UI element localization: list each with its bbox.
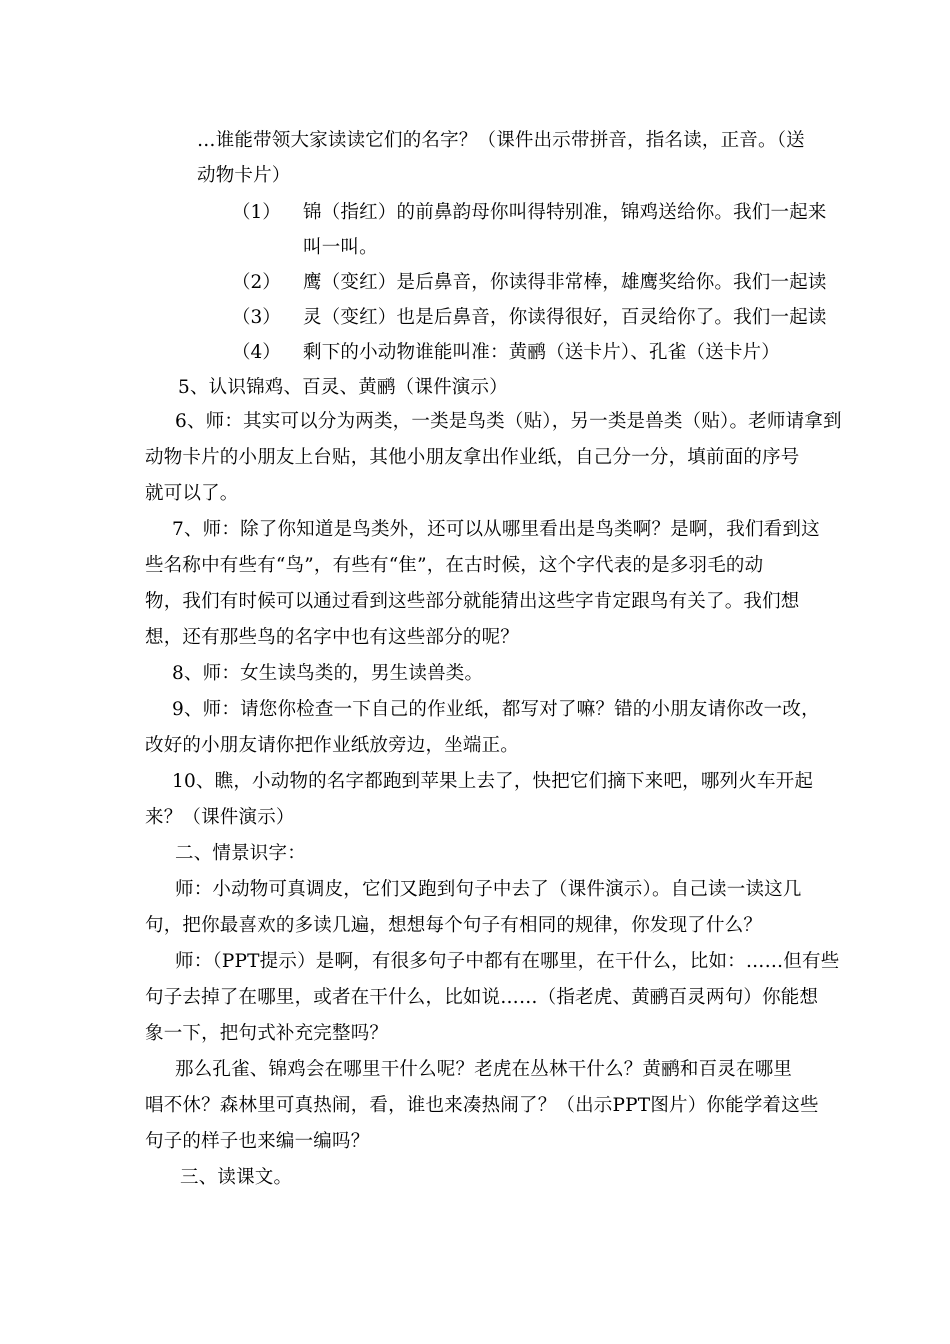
sub-item-3-text: 灵（变红）也是后鼻音，你读得很好，百灵给你了。我们一起读 bbox=[303, 307, 827, 328]
sub-item-2-text: 鹰（变红）是后鼻音，你读得非常棒，雄鹰奖给你。我们一起读 bbox=[303, 272, 827, 293]
paragraph-7-line-2: 些名称中有些有“鸟”，有些有“隹”，在古时候，这个字代表的是多羽毛的动 bbox=[145, 555, 764, 576]
sub-item-1-continuation: 叫一叫。 bbox=[303, 237, 378, 258]
paragraph-11-line-2: 句，把你最喜欢的多读几遍，想想每个句子有相同的规律，你发现了什么？ bbox=[145, 915, 763, 936]
paragraph-7-line-1: 7、师：除了你知道是鸟类外，还可以从哪里看出是鸟类啊？是啊，我们看到这 bbox=[172, 519, 820, 540]
paragraph-13-line-3: 句子的样子也来编一编吗？ bbox=[145, 1131, 370, 1152]
paragraph-13-line-2: 唱不休？森林里可真热闹，看，谁也来凑热闹了？（出示PPT图片）你能学着这些 bbox=[145, 1095, 819, 1116]
section-heading-2: 二、情景识字： bbox=[175, 843, 306, 864]
sub-item-1-number: （1） bbox=[232, 202, 281, 223]
paragraph-12-line-3: 象一下，把句式补充完整吗？ bbox=[145, 1023, 389, 1044]
sub-item-4-text: 剩下的小动物谁能叫准：黄鹂（送卡片）、孔雀（送卡片） bbox=[303, 342, 780, 363]
paragraph-9-line-1: 9、师：请您你检查一下自己的作业纸，都写对了嘛？错的小朋友请你改一改， bbox=[172, 699, 820, 720]
paragraph-11-line-1: 师：小动物可真调皮，它们又跑到句子中去了（课件演示）。自己读一读这几 bbox=[175, 879, 802, 900]
intro-line-2: 动物卡片） bbox=[197, 165, 291, 186]
paragraph-10-line-2: 来？（课件演示） bbox=[145, 807, 295, 828]
paragraph-6-line-2: 动物卡片的小朋友上台贴，其他小朋友拿出作业纸，自己分一分，填前面的序号 bbox=[145, 447, 800, 468]
sub-item-4-number: （4） bbox=[232, 342, 281, 363]
sub-item-3-number: （3） bbox=[232, 307, 281, 328]
paragraph-8: 8、师：女生读鸟类的，男生读兽类。 bbox=[172, 663, 484, 684]
paragraph-7-line-4: 想，还有那些鸟的名字中也有这些部分的呢？ bbox=[145, 627, 520, 648]
paragraph-9-line-2: 改好的小朋友请你把作业纸放旁边，坐端正。 bbox=[145, 735, 520, 756]
sub-item-2-number: （2） bbox=[232, 272, 281, 293]
section-heading-3: 三、读课文。 bbox=[180, 1167, 293, 1188]
paragraph-6-line-3: 就可以了。 bbox=[145, 483, 239, 504]
paragraph-5: 5、认识锦鸡、百灵、黄鹂（课件演示） bbox=[178, 377, 508, 398]
paragraph-13-line-1: 那么孔雀、锦鸡会在哪里干什么呢？老虎在丛林干什么？黄鹂和百灵在哪里 bbox=[175, 1059, 793, 1080]
paragraph-7-line-3: 物，我们有时候可以通过看到这些部分就能猜出这些字肯定跟鸟有关了。我们想 bbox=[145, 591, 800, 612]
paragraph-10-line-1: 10、瞧，小动物的名字都跑到苹果上去了，快把它们摘下来吧，哪列火车开起 bbox=[172, 771, 814, 792]
paragraph-12-line-2: 句子去掉了在哪里，或者在干什么，比如说……（指老虎、黄鹂百灵两句）你能想 bbox=[145, 987, 819, 1008]
paragraph-12-line-1: 师：（PPT提示）是啊，有很多句子中都有在哪里，在干什么，比如：……但有些 bbox=[175, 951, 840, 972]
sub-item-1-text: 锦（指红）的前鼻韵母你叫得特别准，锦鸡送给你。我们一起来 bbox=[303, 202, 827, 223]
paragraph-6-line-1: 6、师：其实可以分为两类，一类是鸟类（贴），另一类是兽类（贴）。老师请拿到 bbox=[175, 411, 842, 432]
intro-line-1: …谁能带领大家读读它们的名字？（课件出示带拼音，指名读，正音。（送 bbox=[197, 130, 805, 151]
